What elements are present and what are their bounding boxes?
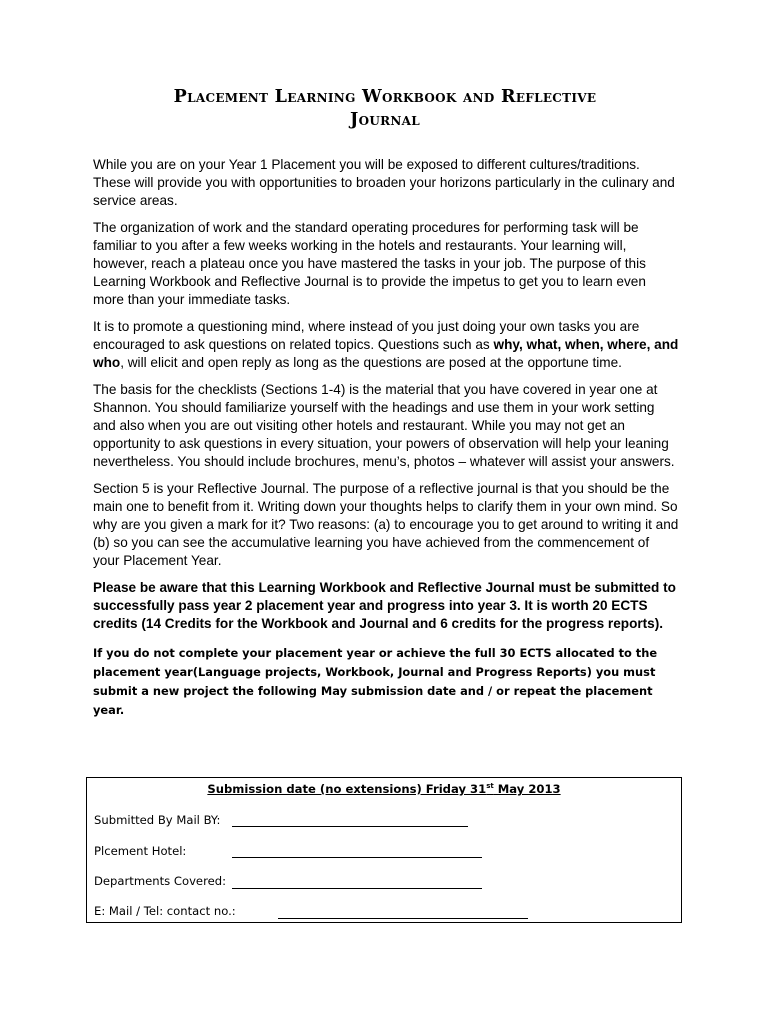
departments-covered-label: Departments Covered:	[94, 874, 226, 888]
title-line-2: Journal	[350, 110, 420, 130]
document-title	[80, 86, 690, 132]
submitted-by-field[interactable]	[232, 826, 468, 827]
paragraph-intro: While you are on your Year 1 Placement you will be exposed to different cultures/traditions. These will provide you with opportunities to broaden your horizons particularly in the culinary and service areas.	[93, 157, 675, 208]
submitted-by-label: Submitted By Mail BY:	[94, 813, 221, 827]
paragraph-checklists: The basis for the checklists (Sections 1-4) is the material that you have covered in year one at Shannon. You should familiarize yourself with the headings and use them in your work setting and also when you are out visiting other hotels and restaurant. While you may not get an opportunity to ask questions in every situation, your powers of observation will help your leaning nevertheless. You should include brochures, menu’s, photos – whatever will assist your answers.	[93, 382, 675, 469]
questioning-words: why, what, when, where, and who	[93, 337, 679, 370]
paragraph-warning: If you do not complete your placement year or achieve the full 30 ECTS allocated to the placement year(Language projects, Workbook, Journal and Progress Reports) you must submit a new project the following May submission date and / or repeat the placement year.	[93, 645, 658, 717]
contact-field[interactable]	[278, 918, 528, 919]
title-line-1: Placement Learning Workbook and Reflective	[173, 87, 597, 107]
placement-hotel-label: Plcement Hotel:	[94, 844, 187, 858]
paragraph-reflective-journal: Section 5 is your Reflective Journal. The purpose of a reflective journal is that you should be the main one to benefit from it. Writing down your thoughts helps to clarify them in your own mind. So why are you given a mark for it? Two reasons: (a) to encourage you to get around to writing it and (b) so you can see the accumulative learning you have achieved from the commencement of your Placement Year.	[93, 481, 679, 568]
paragraph-questioning	[93, 318, 679, 372]
contact-label: E: Mail / Tel: contact no.:	[94, 904, 236, 918]
document-body	[93, 156, 679, 720]
submission-form-box	[86, 777, 682, 923]
questioning-text-end: , will elicit and open reply as long as the questions are posed at the opportune time.	[120, 355, 622, 370]
paragraph-requirement: Please be aware that this Learning Workbook and Reflective Journal must be submitted to successfully pass year 2 placement year and progress into year 3. It is worth 20 ECTS credits (14 Credits for the Workbook and Journal and 6 credits for the progress reports).	[93, 580, 676, 632]
submission-date-heading: Submission date (no extensions) Friday 31st May 2013	[207, 782, 561, 796]
questioning-text-start: It is to promote a questioning mind, where instead of you just doing your own tasks you are encouraged to ask questions on related topics. Questions such as	[93, 319, 640, 352]
departments-covered-field[interactable]	[232, 888, 482, 889]
paragraph-organization: The organization of work and the standard operating procedures for performing task will be familiar to you after a few weeks working in the hotels and restaurants. Your learning will, however, reach a plateau once you have mastered the tasks in your job. The purpose of this Learning Workbook and Reflective Journal is to provide the impetus to get you to learn even more than your immediate tasks.	[93, 220, 646, 307]
placement-hotel-field[interactable]	[232, 857, 482, 858]
